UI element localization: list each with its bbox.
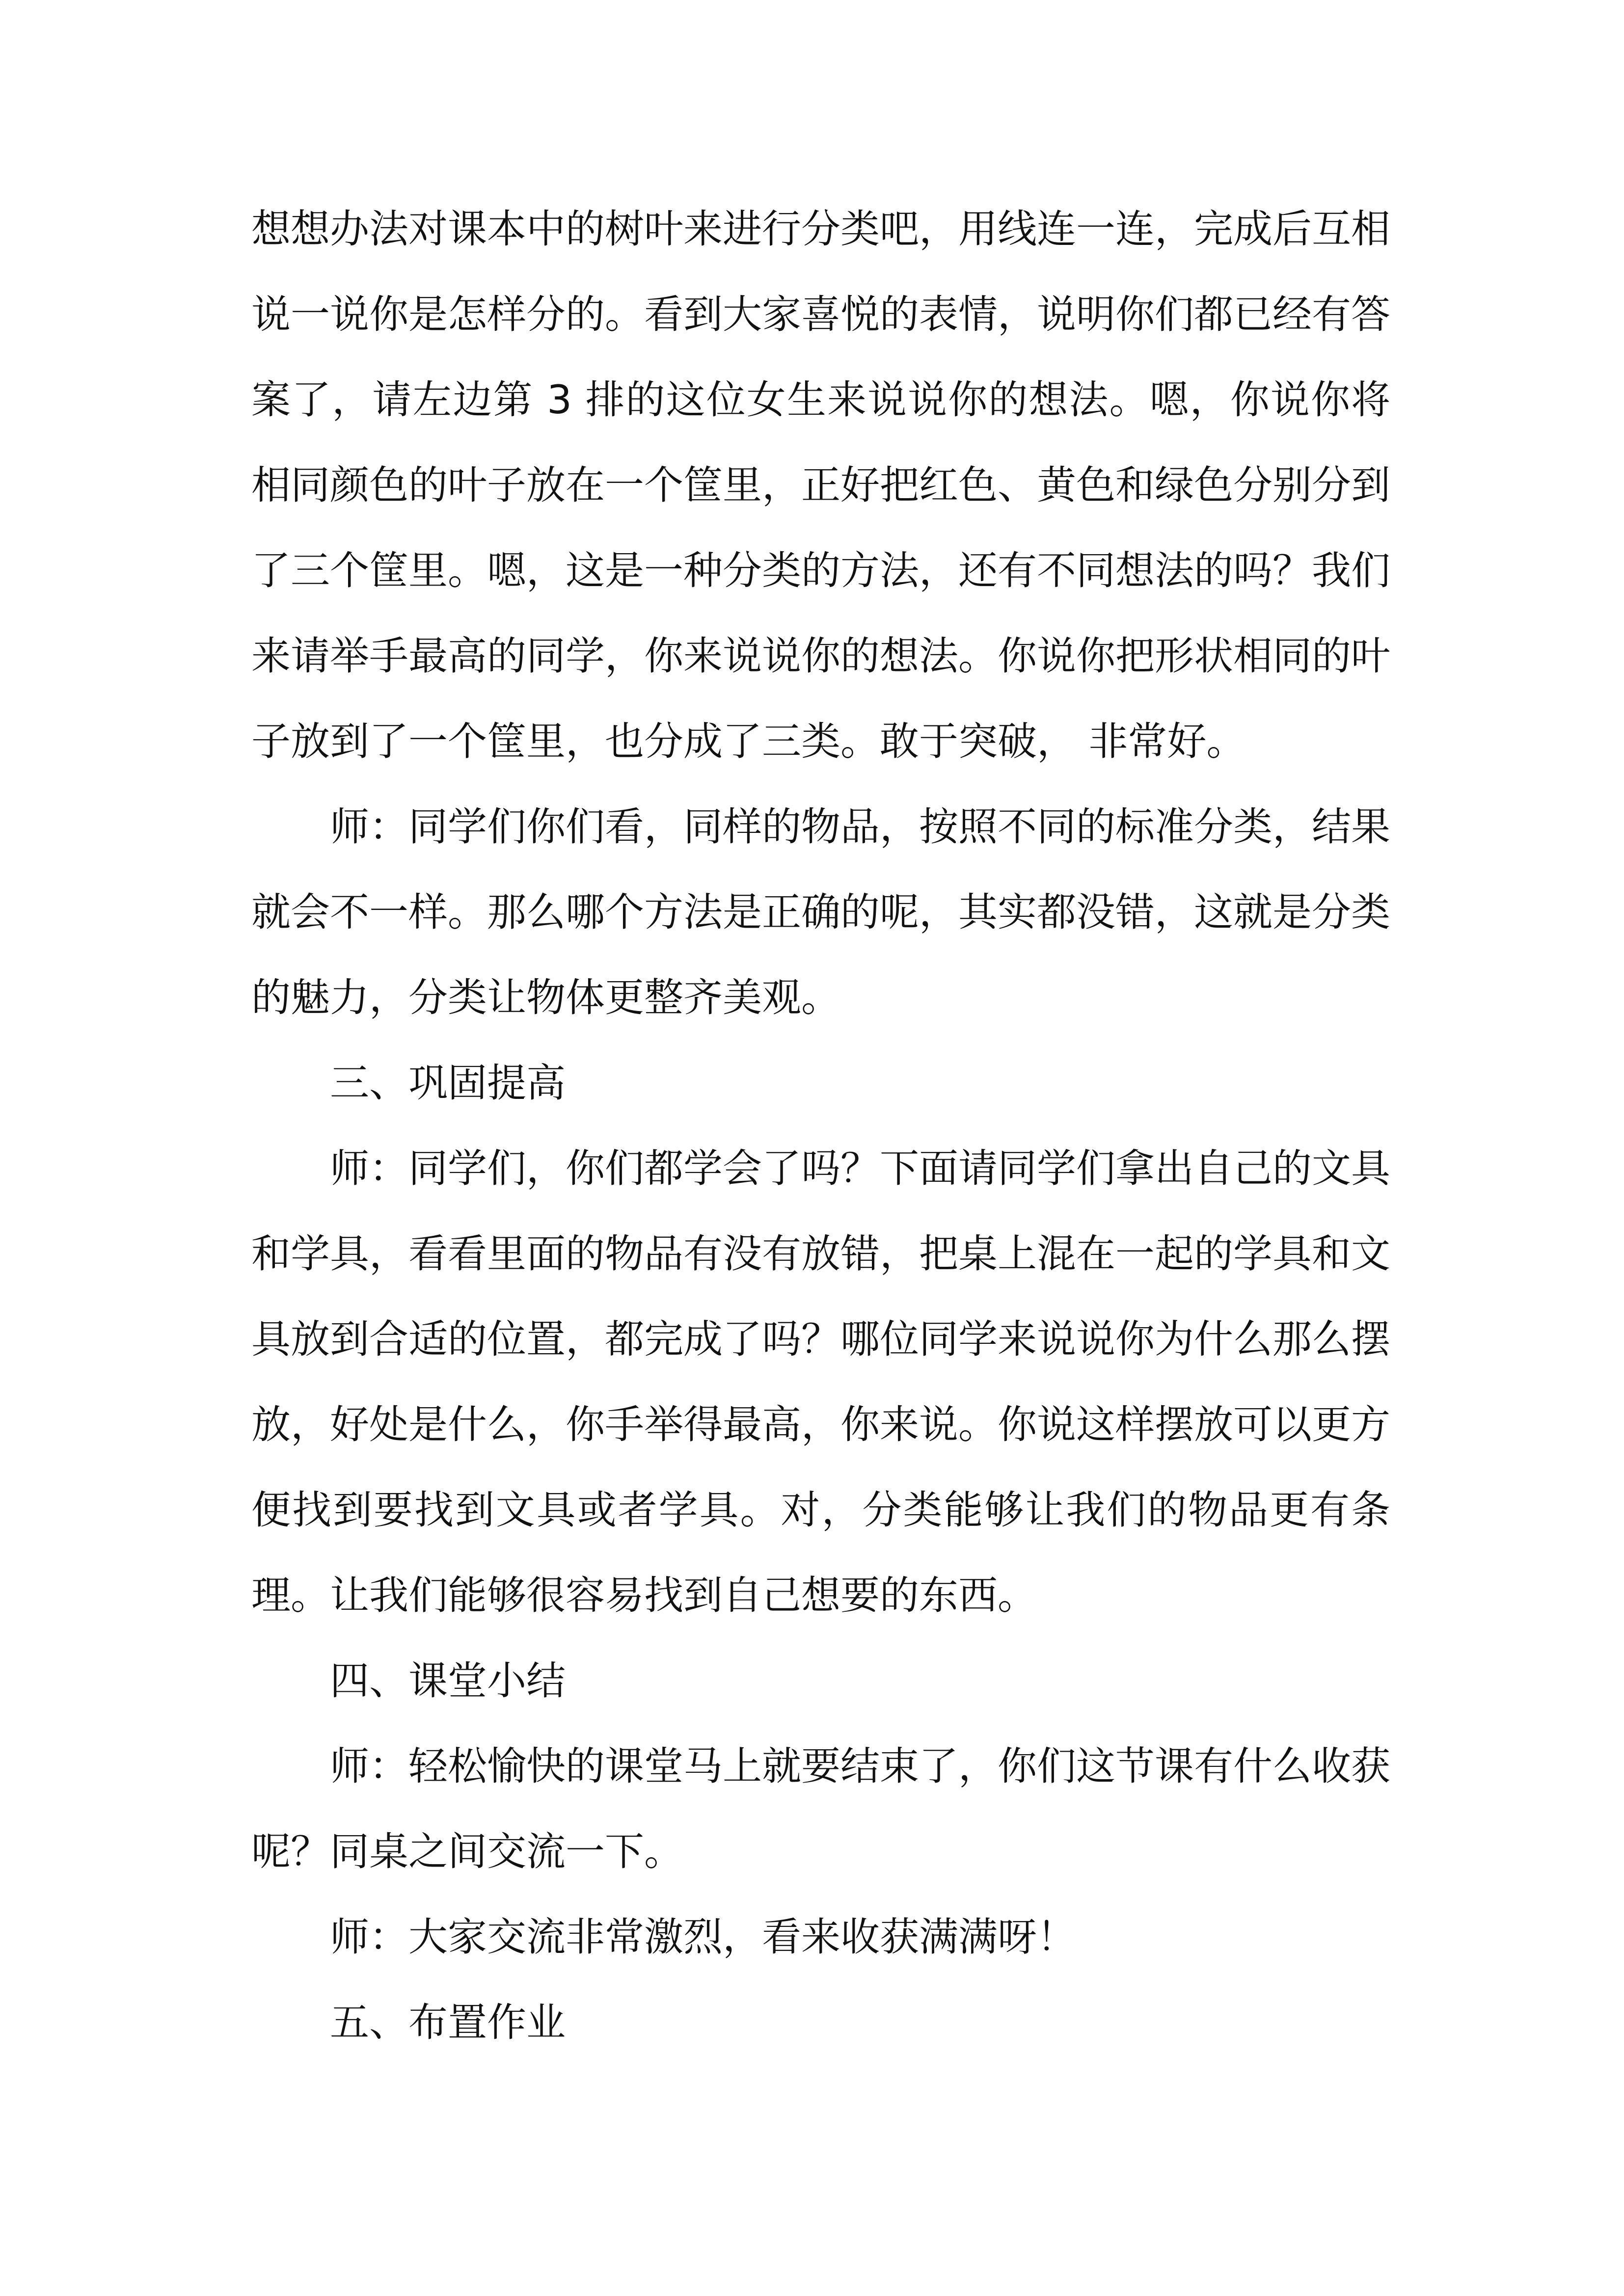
section-heading-consolidation: 三、巩固提高 xyxy=(330,1060,566,1106)
paragraph-leaf-classification: 想想办法对课本中的树叶来进行分类吧，用线连一连，完成后互相说一说你是怎样分的。看到大家喜悦的表情，说明你们都已经有答案了，请左边第 3 排的这位女生来说说你的想法。嗯，你说你将相同颜色的叶子放在一个筐里，正好把红色、黄色和绿色分别分到了三个筐里。嗯，这是一种分类的方法，还有不同想法的吗？我们来请举手最高的同学，你来说说你的想法。你说你把形状相同的叶子放到了一个筐里，也分成了三类。敢于突破， 非常好。 xyxy=(251,206,1390,764)
section-heading-homework: 五、布置作业 xyxy=(330,2000,566,2045)
paragraph-teacher-summary-question: 师：轻松愉快的课堂马上就要结束了，你们这节课有什么收获呢？同桌之间交流一下。 xyxy=(251,1743,1390,1874)
paragraph-teacher-stationery: 师：同学们，你们都学会了吗？下面请同学们拿出自己的文具和学具，看看里面的物品有没有放错，把桌上混在一起的学具和文具放到合适的位置，都完成了吗？哪位同学来说说你为什么那么摆放，好处是什么，你手举得最高，你来说。你说这样摆放可以更方便找到要找到文具或者学具。对，分类能够让我们的物品更有条理。让我们能够很容易找到自己想要的东西。 xyxy=(251,1146,1390,1618)
paragraph-teacher-classification-standards: 师：同学们你们看，同样的物品，按照不同的标准分类，结果就会不一样。那么哪个方法是正确的呢，其实都没错，这就是分类的魅力，分类让物体更整齐美观。 xyxy=(251,804,1390,1020)
section-heading-summary: 四、课堂小结 xyxy=(330,1658,566,1704)
document-body xyxy=(251,187,1390,2065)
paragraph-teacher-summary-remark: 师：大家交流非常激烈，看来收获满满呀！ xyxy=(330,1914,1076,1960)
